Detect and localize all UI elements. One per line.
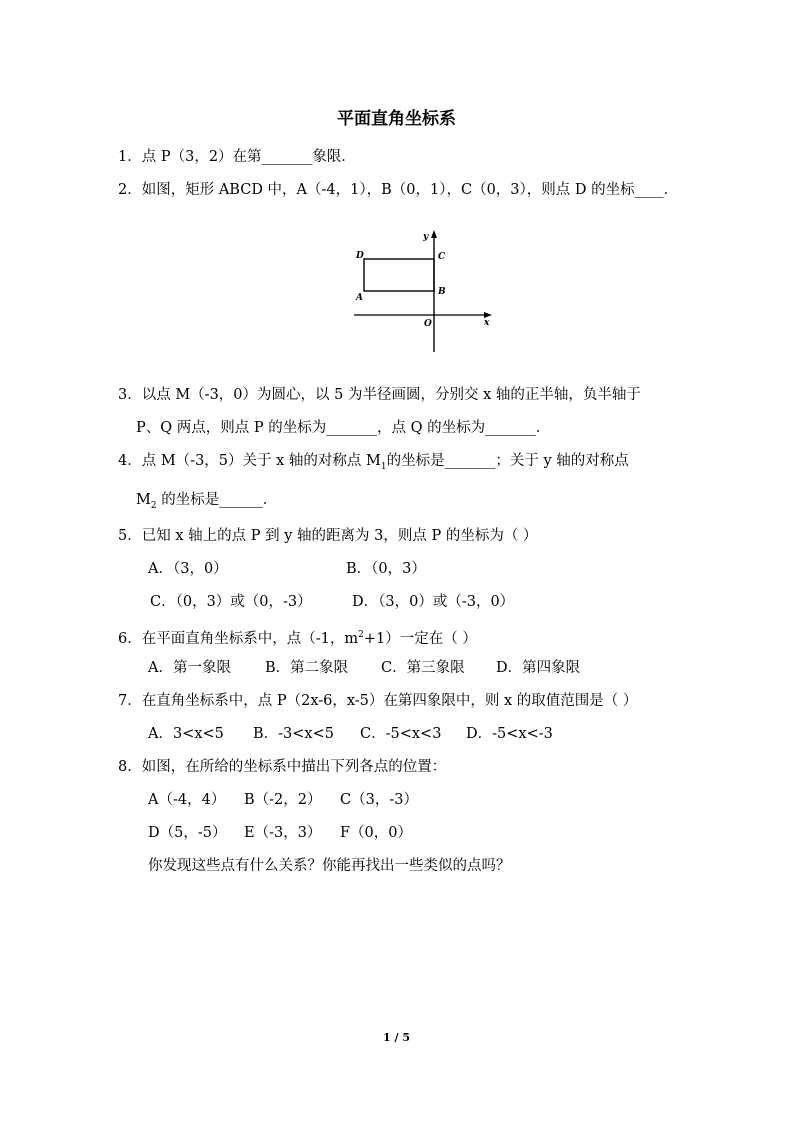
question-6 (118, 626, 477, 648)
q6-text-a: 6．在平面直角坐标系中，点（-1，m (118, 630, 359, 647)
q6-option-c: C．第三象限 (381, 660, 465, 676)
q4-text-b: 的坐标是______． (156, 492, 278, 508)
q5-option-c: C．（0，3）或（0，-3） (150, 594, 312, 610)
q6-option-d: D．第四象限 (496, 660, 581, 676)
question-2: 2．如图，矩形 ABCD 中，A（-4，1），B（0，1），C（0，3），则点 D 的坐标____． (118, 182, 679, 198)
q8-point-f: F（0，0） (340, 825, 413, 841)
q4-m2: M (136, 492, 151, 508)
q4-text-rest: 的坐标是_______；关于 y 轴的对称点 (386, 453, 629, 469)
q8-question: 你发现这些点有什么关系？你能再找出一些类似的点吗？ (148, 858, 511, 874)
page-title: 平面直角坐标系 (337, 109, 456, 129)
label-A: A (356, 293, 363, 303)
label-O: O (424, 319, 432, 329)
question-1: 1．点 P（3，2）在第_______象限． (118, 149, 356, 165)
q5-option-a: A．（3，0） (148, 561, 228, 577)
question-4-line-1 (118, 452, 629, 476)
q6-sup: 2 (358, 630, 364, 640)
label-D: D (356, 251, 364, 261)
page-number: 1 / 5 (383, 1031, 410, 1044)
question-5: 5．已知 x 轴上的点 P 到 y 轴的距离为 3，则点 P 的坐标为（ ） (118, 528, 538, 544)
q4-text-a: 4．点 M（-3，5）关于 x 轴的对称点 M (118, 453, 381, 469)
question-4-line-2 (136, 491, 277, 515)
label-x: x (484, 318, 490, 328)
q8-point-e: E（-3，3） (244, 825, 322, 841)
label-y: y (423, 232, 429, 242)
question-3-line-1: 3．以点 M（-3，0）为圆心，以 5 为半径画圆，分别交 x 轴的正半轴，负半轴于 (118, 387, 641, 403)
label-B: B (438, 287, 446, 297)
q6-text-b: +1）一定在（ ） (363, 630, 477, 647)
question-3-line-2: P、Q 两点，则点 P 的坐标为_______，点 Q 的坐标为_______． (136, 420, 551, 436)
q4-sub-2: 2 (150, 500, 157, 511)
rectangle-figure (350, 228, 500, 354)
q7-option-c: C．-5<x<3 (360, 726, 442, 742)
q8-point-a: A（-4，4） (148, 792, 226, 808)
y-axis-arrow (431, 230, 437, 238)
q5-option-d: D．（3，0）或（-3，0） (352, 594, 515, 610)
q7-option-a: A．3<x<5 (148, 726, 224, 742)
question-8: 8．如图，在所给的坐标系中描出下列各点的位置： (118, 759, 447, 775)
q8-point-c: C（3，-3） (340, 792, 418, 808)
rectangle-abcd (364, 259, 434, 291)
q7-option-d: D．-5<x<-3 (466, 726, 553, 742)
question-7: 7．在直角坐标系中，点 P（2x-6，x-5）在第四象限中，则 x 的取值范围是（ ） (118, 693, 638, 709)
q5-option-b: B．（0，3） (346, 561, 426, 577)
label-C: C (438, 252, 446, 262)
q7-option-b: B．-3<x<5 (253, 726, 334, 742)
q8-point-d: D（5，-5） (148, 825, 227, 841)
q6-option-a: A．第一象限 (148, 660, 231, 676)
q4-sub-1: 1 (380, 461, 387, 472)
q6-option-b: B．第二象限 (265, 660, 349, 676)
q8-point-b: B（-2，2） (244, 792, 322, 808)
